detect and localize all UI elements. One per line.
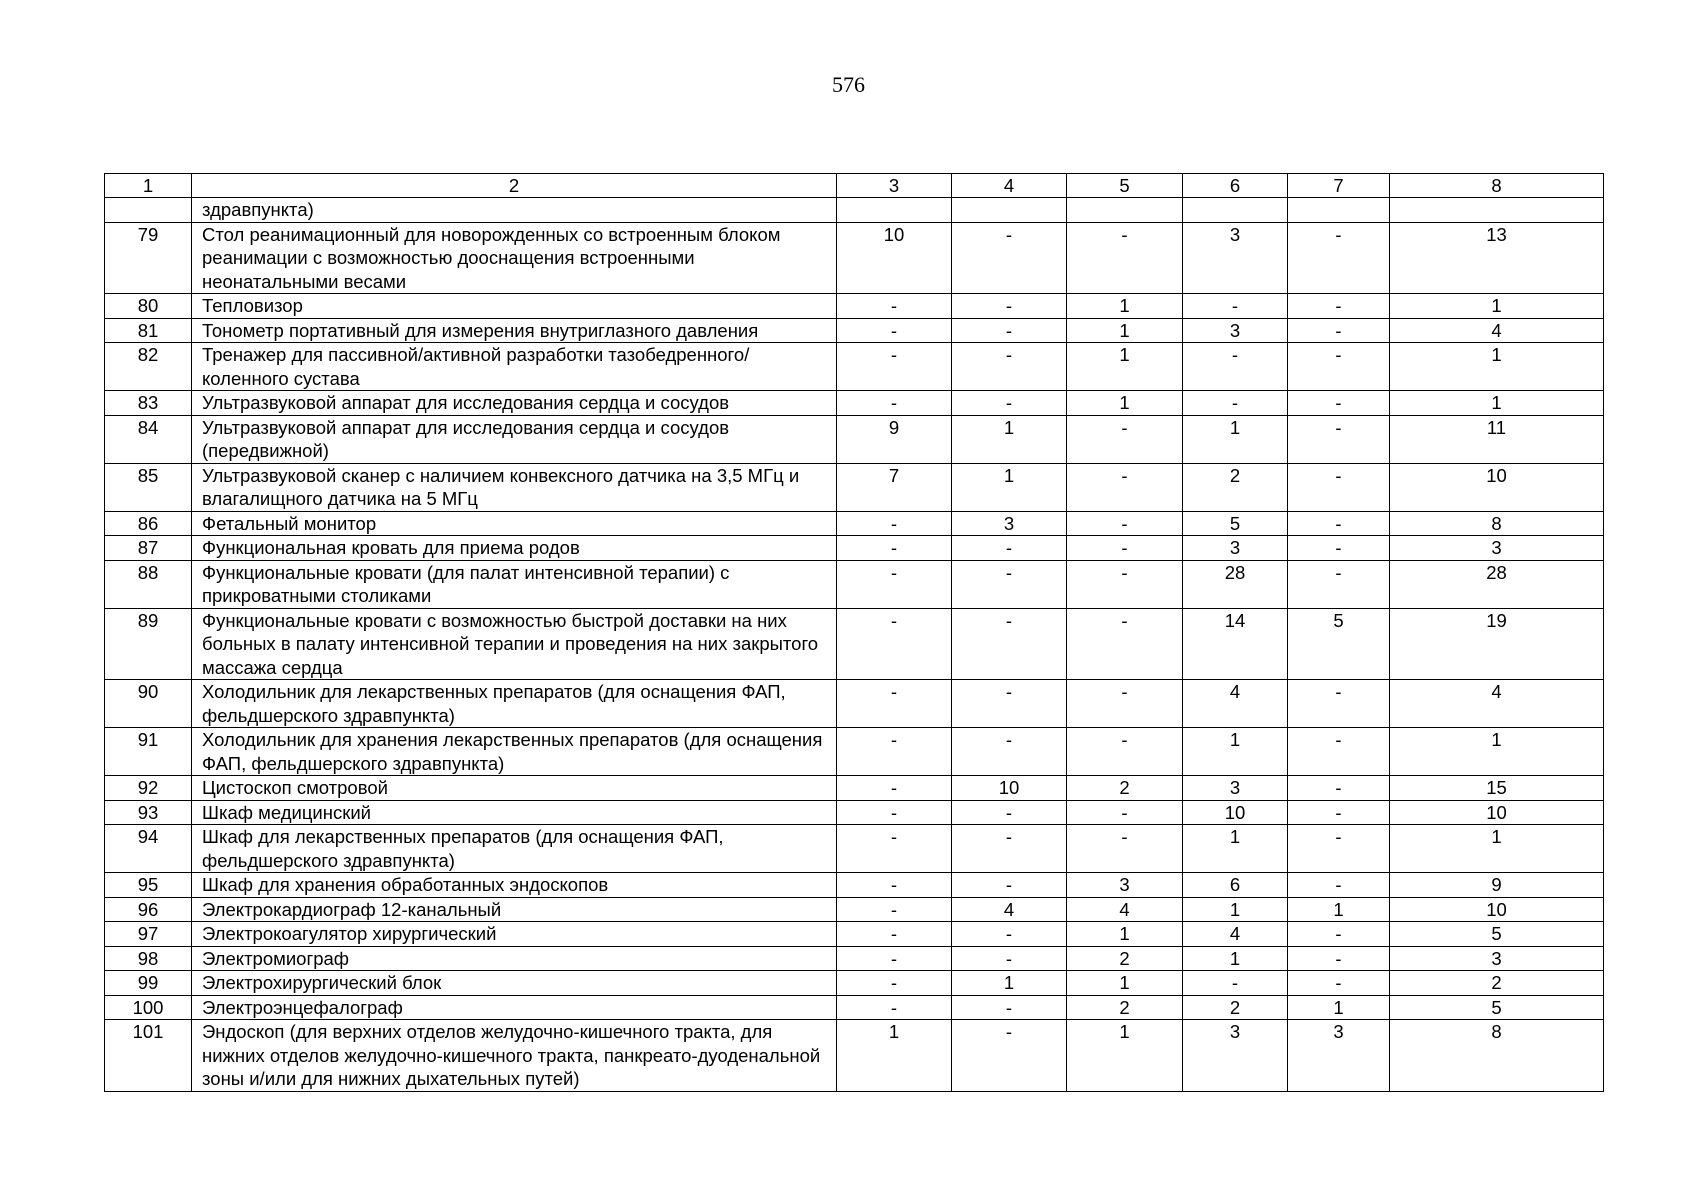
row-number-cell: 85	[105, 463, 192, 511]
qty-col3-cell: -	[837, 318, 952, 343]
total-cell: 4	[1390, 318, 1604, 343]
row-number-cell: 83	[105, 391, 192, 416]
table-row	[105, 897, 1604, 922]
table-row	[105, 415, 1604, 463]
total-cell: 8	[1390, 511, 1604, 536]
row-number-cell: 93	[105, 800, 192, 825]
total-cell: 5	[1390, 995, 1604, 1020]
qty-col4-cell: 3	[952, 511, 1067, 536]
equipment-name-cell: Стол реанимационный для новорожденных со встроенным блоком реанимации с возможностью дооснащения встроенными неонатальными весами	[192, 222, 837, 294]
header-cell: 7	[1288, 174, 1390, 198]
table-row	[105, 318, 1604, 343]
qty-col7-cell: -	[1288, 536, 1390, 561]
qty-col5-cell: 2	[1067, 946, 1183, 971]
qty-col4-cell: -	[952, 728, 1067, 776]
total-cell: 5	[1390, 922, 1604, 947]
qty-col3-cell: 10	[837, 222, 952, 294]
qty-col3-cell: -	[837, 971, 952, 996]
qty-col7-cell: -	[1288, 680, 1390, 728]
qty-col4-cell: 4	[952, 897, 1067, 922]
qty-col5-cell: 1	[1067, 922, 1183, 947]
row-number-cell: 98	[105, 946, 192, 971]
qty-col5-cell: -	[1067, 680, 1183, 728]
qty-col4-cell: -	[952, 873, 1067, 898]
qty-col3-cell: -	[837, 728, 952, 776]
total-cell: 11	[1390, 415, 1604, 463]
total-cell: 1	[1390, 391, 1604, 416]
qty-col7-cell: -	[1288, 391, 1390, 416]
qty-col3-cell: -	[837, 922, 952, 947]
qty-col7-cell: -	[1288, 728, 1390, 776]
qty-col5-cell: -	[1067, 560, 1183, 608]
qty-col6-cell: 3	[1183, 536, 1288, 561]
total-cell: 1	[1390, 294, 1604, 319]
qty-col3-cell: -	[837, 391, 952, 416]
row-number-cell: 90	[105, 680, 192, 728]
total-cell: 9	[1390, 873, 1604, 898]
equipment-name-cell: Эндоскоп (для верхних отделов желудочно-кишечного тракта, для нижних отделов желудочно-кишечного тракта, панкреато-дуоденальной зоны и/или для нижних дыхательных путей)	[192, 1020, 837, 1092]
header-cell: 3	[837, 174, 952, 198]
equipment-name-cell: Фетальный монитор	[192, 511, 837, 536]
table-header-row	[105, 174, 1604, 198]
qty-col4-cell: -	[952, 343, 1067, 391]
row-number-cell: 101	[105, 1020, 192, 1092]
equipment-name-cell: Функциональные кровати с возможностью быстрой доставки на них больных в палату интенсивной терапии и проведения на них закрытого массажа сердца	[192, 608, 837, 680]
qty-col6-cell: 1	[1183, 728, 1288, 776]
table-row	[105, 873, 1604, 898]
qty-col5-cell: -	[1067, 511, 1183, 536]
qty-col4-cell: 1	[952, 415, 1067, 463]
qty-col7-cell: 1	[1288, 995, 1390, 1020]
qty-col3-cell: -	[837, 536, 952, 561]
qty-col4-cell: -	[952, 680, 1067, 728]
qty-col6-cell: 10	[1183, 800, 1288, 825]
qty-col6-cell: 1	[1183, 825, 1288, 873]
table-row	[105, 971, 1604, 996]
equipment-name-cell: Электрохирургический блок	[192, 971, 837, 996]
continuation-row	[105, 198, 1604, 223]
table-row	[105, 391, 1604, 416]
qty-col5-cell: 1	[1067, 1020, 1183, 1092]
qty-col4-cell: -	[952, 946, 1067, 971]
qty-col3-cell: -	[837, 560, 952, 608]
qty-col3-cell: -	[837, 343, 952, 391]
equipment-name-cell: Ультразвуковой аппарат для исследования сердца и сосудов (передвижной)	[192, 415, 837, 463]
qty-col7-cell: 5	[1288, 608, 1390, 680]
qty-col6-cell: 4	[1183, 680, 1288, 728]
qty-col5-cell: 1	[1067, 318, 1183, 343]
qty-col5-cell: -	[1067, 608, 1183, 680]
row-number-cell: 91	[105, 728, 192, 776]
qty-col5-cell: 1	[1067, 391, 1183, 416]
qty-col3-cell: 9	[837, 415, 952, 463]
row-number-cell: 87	[105, 536, 192, 561]
total-cell: 3	[1390, 946, 1604, 971]
table-row	[105, 463, 1604, 511]
qty-col7-cell: -	[1288, 971, 1390, 996]
qty-col5-cell: -	[1067, 536, 1183, 561]
equipment-name-cell: Шкаф для хранения обработанных эндоскопов	[192, 873, 837, 898]
qty-col3-cell: -	[837, 825, 952, 873]
qty-col7-cell: -	[1288, 294, 1390, 319]
row-number-cell: 95	[105, 873, 192, 898]
table-row	[105, 1020, 1604, 1092]
total-cell: 1	[1390, 728, 1604, 776]
qty-col6-cell: 3	[1183, 318, 1288, 343]
header-cell: 4	[952, 174, 1067, 198]
qty-col4-cell: 10	[952, 776, 1067, 801]
qty-col6-cell: 2	[1183, 463, 1288, 511]
equipment-name-cell: Электрокоагулятор хирургический	[192, 922, 837, 947]
qty-col7-cell: -	[1288, 922, 1390, 947]
table-cell	[1183, 198, 1288, 223]
qty-col6-cell: 4	[1183, 922, 1288, 947]
row-number-cell: 80	[105, 294, 192, 319]
total-cell: 1	[1390, 343, 1604, 391]
qty-col5-cell: -	[1067, 728, 1183, 776]
equipment-name-cell: Функциональная кровать для приема родов	[192, 536, 837, 561]
qty-col6-cell: -	[1183, 294, 1288, 319]
header-cell: 2	[192, 174, 837, 198]
qty-col5-cell: -	[1067, 415, 1183, 463]
equipment-name-cell: Шкаф для лекарственных препаратов (для оснащения ФАП, фельдшерского здравпункта)	[192, 825, 837, 873]
qty-col5-cell: 4	[1067, 897, 1183, 922]
qty-col4-cell: -	[952, 995, 1067, 1020]
equipment-name-cell: Тренажер для пассивной/активной разработки тазобедренного/коленного сустава	[192, 343, 837, 391]
qty-col4-cell: -	[952, 560, 1067, 608]
qty-col4-cell: -	[952, 318, 1067, 343]
qty-col7-cell: -	[1288, 873, 1390, 898]
equipment-table	[104, 173, 1604, 1092]
equipment-name-cell: Функциональные кровати (для палат интенсивной терапии) с прикроватными столиками	[192, 560, 837, 608]
qty-col3-cell: -	[837, 294, 952, 319]
total-cell: 13	[1390, 222, 1604, 294]
qty-col3-cell: -	[837, 873, 952, 898]
equipment-name-cell: Электрокардиограф 12-канальный	[192, 897, 837, 922]
qty-col5-cell: 2	[1067, 776, 1183, 801]
header-cell: 8	[1390, 174, 1604, 198]
qty-col4-cell: -	[952, 536, 1067, 561]
qty-col6-cell: 1	[1183, 415, 1288, 463]
qty-col6-cell: 3	[1183, 222, 1288, 294]
total-cell: 4	[1390, 680, 1604, 728]
qty-col3-cell: 1	[837, 1020, 952, 1092]
table-cell	[952, 198, 1067, 223]
qty-col7-cell: 1	[1288, 897, 1390, 922]
qty-col6-cell: -	[1183, 971, 1288, 996]
qty-col4-cell: 1	[952, 971, 1067, 996]
equipment-name-cell: Ультразвуковой аппарат для исследования сердца и сосудов	[192, 391, 837, 416]
qty-col3-cell: -	[837, 608, 952, 680]
total-cell: 1	[1390, 825, 1604, 873]
total-cell: 2	[1390, 971, 1604, 996]
table-cell	[1067, 198, 1183, 223]
header-cell: 5	[1067, 174, 1183, 198]
equipment-name-cell: Тонометр портативный для измерения внутриглазного давления	[192, 318, 837, 343]
equipment-name-cell: Ультразвуковой сканер с наличием конвексного датчика на 3,5 МГц и влагалищного датчика на 5 МГц	[192, 463, 837, 511]
equipment-name-cell: Шкаф медицинский	[192, 800, 837, 825]
table-row	[105, 800, 1604, 825]
qty-col3-cell: -	[837, 800, 952, 825]
qty-col4-cell: -	[952, 825, 1067, 873]
row-number-cell: 100	[105, 995, 192, 1020]
table-row	[105, 776, 1604, 801]
qty-col7-cell: 3	[1288, 1020, 1390, 1092]
page-number: 576	[832, 72, 865, 97]
qty-col4-cell: 1	[952, 463, 1067, 511]
row-number-cell: 97	[105, 922, 192, 947]
row-number-cell: 99	[105, 971, 192, 996]
row-number-cell: 82	[105, 343, 192, 391]
qty-col7-cell: -	[1288, 946, 1390, 971]
row-number-cell: 81	[105, 318, 192, 343]
qty-col7-cell: -	[1288, 343, 1390, 391]
qty-col6-cell: 5	[1183, 511, 1288, 536]
qty-col3-cell: -	[837, 680, 952, 728]
table-row	[105, 825, 1604, 873]
total-cell: 10	[1390, 463, 1604, 511]
equipment-name-cell: Холодильник для хранения лекарственных препаратов (для оснащения ФАП, фельдшерского здравпункта)	[192, 728, 837, 776]
qty-col6-cell: 28	[1183, 560, 1288, 608]
qty-col5-cell: -	[1067, 825, 1183, 873]
qty-col6-cell: 3	[1183, 1020, 1288, 1092]
qty-col7-cell: -	[1288, 222, 1390, 294]
qty-col3-cell: 7	[837, 463, 952, 511]
table-row	[105, 922, 1604, 947]
qty-col6-cell: -	[1183, 391, 1288, 416]
table-cell	[105, 198, 192, 223]
total-cell: 19	[1390, 608, 1604, 680]
qty-col3-cell: -	[837, 511, 952, 536]
qty-col7-cell: -	[1288, 463, 1390, 511]
qty-col3-cell: -	[837, 946, 952, 971]
qty-col6-cell: -	[1183, 343, 1288, 391]
total-cell: 15	[1390, 776, 1604, 801]
qty-col7-cell: -	[1288, 318, 1390, 343]
equipment-name-cell: здравпункта)	[192, 198, 837, 223]
row-number-cell: 79	[105, 222, 192, 294]
table-row	[105, 536, 1604, 561]
qty-col6-cell: 1	[1183, 897, 1288, 922]
qty-col7-cell: -	[1288, 511, 1390, 536]
row-number-cell: 88	[105, 560, 192, 608]
qty-col5-cell: 3	[1067, 873, 1183, 898]
row-number-cell: 92	[105, 776, 192, 801]
qty-col4-cell: -	[952, 608, 1067, 680]
table-row	[105, 728, 1604, 776]
table-row	[105, 343, 1604, 391]
equipment-name-cell: Цистоскоп смотровой	[192, 776, 837, 801]
qty-col4-cell: -	[952, 294, 1067, 319]
table-cell	[1390, 198, 1604, 223]
qty-col7-cell: -	[1288, 800, 1390, 825]
qty-col5-cell: 1	[1067, 971, 1183, 996]
qty-col7-cell: -	[1288, 415, 1390, 463]
equipment-name-cell: Тепловизор	[192, 294, 837, 319]
table-row	[105, 680, 1604, 728]
total-cell: 28	[1390, 560, 1604, 608]
equipment-name-cell: Электромиограф	[192, 946, 837, 971]
header-cell: 6	[1183, 174, 1288, 198]
equipment-name-cell: Холодильник для лекарственных препаратов (для оснащения ФАП, фельдшерского здравпункта)	[192, 680, 837, 728]
qty-col7-cell: -	[1288, 776, 1390, 801]
qty-col6-cell: 3	[1183, 776, 1288, 801]
qty-col6-cell: 2	[1183, 995, 1288, 1020]
table-row	[105, 946, 1604, 971]
table-row	[105, 560, 1604, 608]
table-cell	[1288, 198, 1390, 223]
qty-col6-cell: 1	[1183, 946, 1288, 971]
table-row	[105, 511, 1604, 536]
qty-col3-cell: -	[837, 897, 952, 922]
table-cell	[837, 198, 952, 223]
qty-col4-cell: -	[952, 1020, 1067, 1092]
qty-col7-cell: -	[1288, 825, 1390, 873]
qty-col5-cell: -	[1067, 463, 1183, 511]
equipment-name-cell: Электроэнцефалограф	[192, 995, 837, 1020]
qty-col5-cell: 1	[1067, 343, 1183, 391]
total-cell: 3	[1390, 536, 1604, 561]
table-row	[105, 294, 1604, 319]
row-number-cell: 96	[105, 897, 192, 922]
qty-col7-cell: -	[1288, 560, 1390, 608]
table-row	[105, 995, 1604, 1020]
qty-col5-cell: 2	[1067, 995, 1183, 1020]
table-body	[105, 174, 1604, 1092]
table-row	[105, 608, 1604, 680]
total-cell: 10	[1390, 897, 1604, 922]
qty-col4-cell: -	[952, 922, 1067, 947]
row-number-cell: 89	[105, 608, 192, 680]
qty-col5-cell: -	[1067, 800, 1183, 825]
header-cell: 1	[105, 174, 192, 198]
total-cell: 10	[1390, 800, 1604, 825]
qty-col3-cell: -	[837, 776, 952, 801]
row-number-cell: 94	[105, 825, 192, 873]
qty-col6-cell: 14	[1183, 608, 1288, 680]
qty-col3-cell: -	[837, 995, 952, 1020]
qty-col4-cell: -	[952, 391, 1067, 416]
row-number-cell: 86	[105, 511, 192, 536]
qty-col4-cell: -	[952, 800, 1067, 825]
qty-col6-cell: 6	[1183, 873, 1288, 898]
row-number-cell: 84	[105, 415, 192, 463]
qty-col5-cell: -	[1067, 222, 1183, 294]
table-row	[105, 222, 1604, 294]
total-cell: 8	[1390, 1020, 1604, 1092]
qty-col4-cell: -	[952, 222, 1067, 294]
qty-col5-cell: 1	[1067, 294, 1183, 319]
